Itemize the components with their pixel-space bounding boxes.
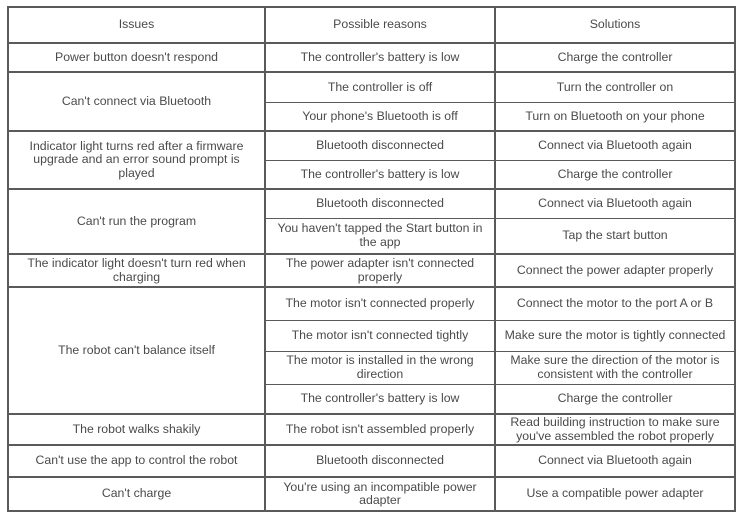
solution-cell: Turn the controller on (495, 72, 735, 102)
issue-cell: Can't use the app to control the robot (8, 445, 265, 477)
issue-cell: Can't run the program (8, 189, 265, 254)
solution-cell: Connect via Bluetooth again (495, 445, 735, 477)
reason-cell: The motor isn't connected properly (265, 287, 495, 320)
issue-cell: Indicator light turns red after a firmware upgrade and an error sound prompt is played (8, 131, 265, 189)
solution-cell: Read building instruction to make sure you've assembled the robot properly (495, 414, 735, 445)
reason-cell: The power adapter isn't connected properly (265, 254, 495, 287)
table-row (8, 414, 735, 445)
solution-cell: Charge the controller (495, 384, 735, 414)
solution-cell: Charge the controller (495, 43, 735, 72)
issue-cell: The robot can't balance itself (8, 287, 265, 414)
solution-cell: Make sure the motor is tightly connected (495, 320, 735, 351)
reason-cell: You haven't tapped the Start button in the app (265, 218, 495, 254)
solution-cell: Make sure the direction of the motor is consistent with the controller (495, 351, 735, 384)
table-row (8, 43, 735, 72)
header-solutions: Solutions (495, 7, 735, 43)
reason-cell: Bluetooth disconnected (265, 189, 495, 218)
issue-cell: The robot walks shakily (8, 414, 265, 445)
solution-cell: Connect the power adapter properly (495, 254, 735, 287)
reason-cell: The controller's battery is low (265, 160, 495, 189)
table-row (8, 445, 735, 477)
reason-cell: The robot isn't assembled properly (265, 414, 495, 445)
table-row (8, 131, 735, 160)
reason-cell: The controller's battery is low (265, 43, 495, 72)
table-row (8, 254, 735, 287)
reason-cell: The motor isn't connected tightly (265, 320, 495, 351)
table-row (8, 477, 735, 511)
issue-cell: Power button doesn't respond (8, 43, 265, 72)
reason-cell: The controller's battery is low (265, 384, 495, 414)
reason-cell: Bluetooth disconnected (265, 131, 495, 160)
issue-cell: Can't connect via Bluetooth (8, 72, 265, 131)
reason-cell: The controller is off (265, 72, 495, 102)
troubleshooting-table (7, 6, 736, 512)
solution-cell: Turn on Bluetooth on your phone (495, 102, 735, 131)
solution-cell: Use a compatible power adapter (495, 477, 735, 511)
table-row (8, 72, 735, 102)
solution-cell: Connect via Bluetooth again (495, 131, 735, 160)
reason-cell: The motor is installed in the wrong direction (265, 351, 495, 384)
header-possible-reasons: Possible reasons (265, 7, 495, 43)
issue-cell: Can't charge (8, 477, 265, 511)
reason-cell: You're using an incompatible power adapter (265, 477, 495, 511)
table-row (8, 189, 735, 218)
solution-cell: Connect via Bluetooth again (495, 189, 735, 218)
solution-cell: Tap the start button (495, 218, 735, 254)
header-row (8, 7, 735, 43)
header-issues: Issues (8, 7, 265, 43)
solution-cell: Charge the controller (495, 160, 735, 189)
reason-cell: Bluetooth disconnected (265, 445, 495, 477)
solution-cell: Connect the motor to the port A or B (495, 287, 735, 320)
reason-cell: Your phone's Bluetooth is off (265, 102, 495, 131)
table-row (8, 287, 735, 320)
issue-cell: The indicator light doesn't turn red when charging (8, 254, 265, 287)
